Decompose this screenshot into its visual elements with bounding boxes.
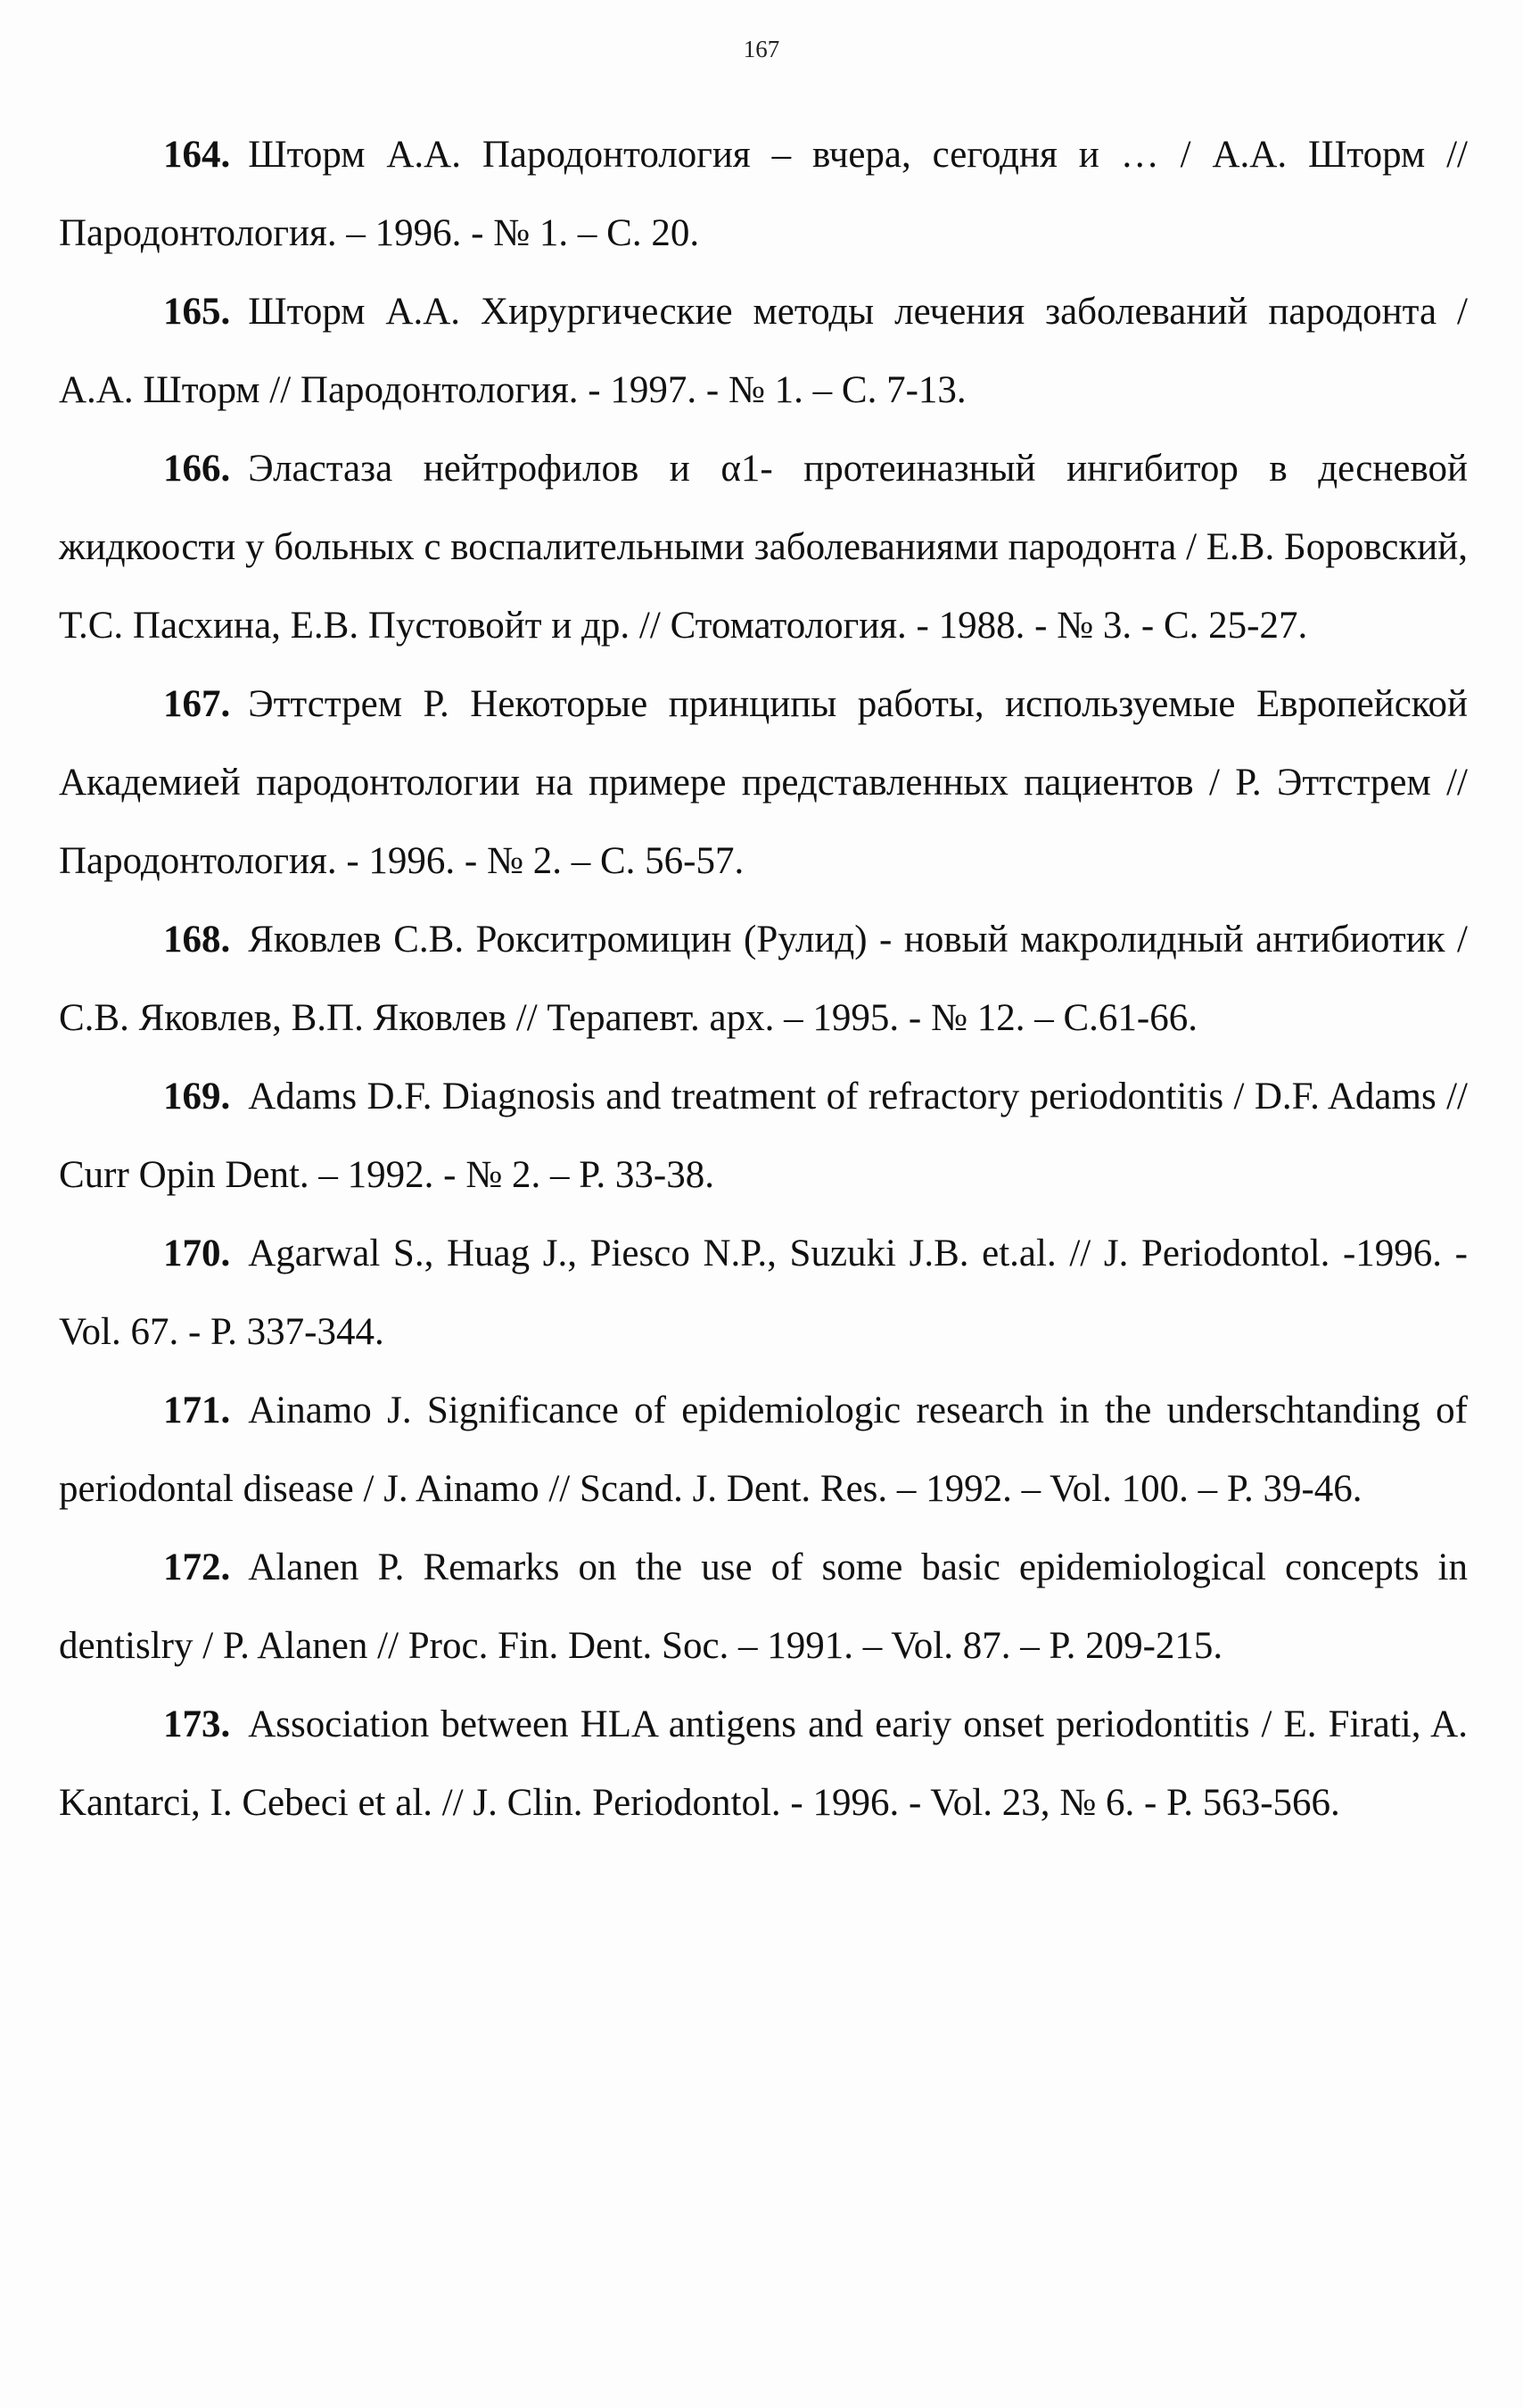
reference-text: Яковлев С.В. Рокситромицин (Рулид) - новый макролидный антибиотик / С.В. Яковлев, В.П. Яковлев // Терапевт. арх. – 1995. - № 12. – С.61-66. bbox=[59, 919, 1468, 1039]
reference-list bbox=[59, 116, 1468, 1843]
reference-item bbox=[59, 1529, 1468, 1686]
reference-item bbox=[59, 273, 1468, 430]
reference-text: Ainamo J. Significance of epidemiologic research in the underschtanding of periodontal disease / J. Ainamo // Scand. J. Dent. Res. – 1992. – Vol. 100. – P. 39-46. bbox=[59, 1390, 1468, 1510]
reference-text: Эластаза нейтрофилов и α1- протеиназный ингибитор в десневой жидкоости у больных с воспалительными заболеваниями пародонта / Е.В. Боровский, Т.С. Пасхина, Е.В. Пустовойт и др. // Стоматология. - 1988. - № 3. - С. 25-27. bbox=[59, 448, 1468, 647]
reference-text: Шторм А.А. Хирургические методы лечения заболеваний пародонта / А.А. Шторм // Пародонтология. - 1997. - № 1. – С. 7-13. bbox=[59, 291, 1468, 411]
reference-text: Alanen P. Remarks on the use of some basic epidemiological concepts in dentislry / P. Alanen // Proc. Fin. Dent. Soc. – 1991. – Vol. 87. – P. 209-215. bbox=[59, 1546, 1468, 1667]
reference-number: 166. bbox=[163, 448, 231, 490]
reference-text: Agarwal S., Huag J., Piesco N.P., Suzuki J.B. et.al. // J. Periodontol. -1996. -Vol. 67. - P. 337-344. bbox=[59, 1233, 1468, 1353]
reference-number: 164. bbox=[163, 134, 231, 176]
reference-item bbox=[59, 1215, 1468, 1372]
reference-number: 168. bbox=[163, 919, 231, 961]
reference-number: 169. bbox=[163, 1076, 231, 1117]
reference-item bbox=[59, 116, 1468, 273]
reference-number: 171. bbox=[163, 1390, 231, 1431]
reference-text: Эттстрем Р. Некоторые принципы работы, используемые Европейской Академией пародонтологии на примере представленных пациентов / Р. Эттстрем // Пародонтология. - 1996. - № 2. – С. 56-57. bbox=[59, 683, 1468, 882]
reference-item bbox=[59, 1686, 1468, 1843]
reference-number: 173. bbox=[163, 1703, 231, 1745]
reference-number: 170. bbox=[163, 1233, 231, 1274]
reference-number: 165. bbox=[163, 291, 231, 333]
reference-text: Association between HLA antigens and eariy onset periodontitis / E. Firati, A. Kantarci, I. Cebeci et al. // J. Clin. Periodontol. - 1996. - Vol. 23, № 6. - P. 563-566. bbox=[59, 1703, 1468, 1824]
reference-item bbox=[59, 1058, 1468, 1215]
reference-text: Adams D.F. Diagnosis and treatment of refractory periodontitis / D.F. Adams // Curr Opin Dent. – 1992. - № 2. – P. 33-38. bbox=[59, 1076, 1468, 1196]
reference-item bbox=[59, 901, 1468, 1058]
reference-item bbox=[59, 665, 1468, 901]
reference-number: 172. bbox=[163, 1546, 231, 1588]
reference-text: Шторм А.А. Пародонтология – вчера, сегодня и … / А.А. Шторм // Пародонтология. – 1996. - № 1. – С. 20. bbox=[59, 134, 1468, 254]
reference-item bbox=[59, 430, 1468, 665]
page-number: 167 bbox=[743, 36, 780, 62]
reference-item bbox=[59, 1372, 1468, 1529]
reference-number: 167. bbox=[163, 683, 231, 725]
